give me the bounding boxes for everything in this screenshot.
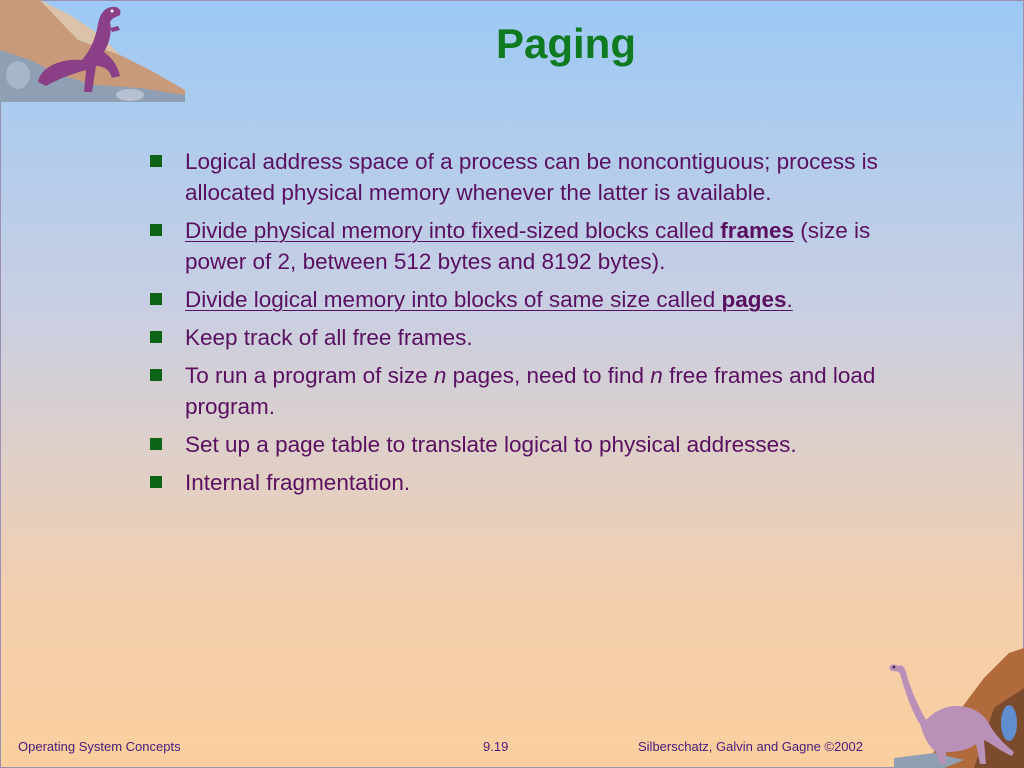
bullet-square-icon bbox=[150, 331, 162, 343]
footer-course-title: Operating System Concepts bbox=[18, 739, 181, 754]
bullet-item: To run a program of size n pages, need to find n free frames and load program. bbox=[148, 360, 908, 422]
bullet-item: Keep track of all free frames. bbox=[148, 322, 908, 353]
bullet-square-icon bbox=[150, 155, 162, 167]
footer-authors: Silberschatz, Galvin and Gagne ©2002 bbox=[638, 739, 863, 754]
bullet-square-icon bbox=[150, 224, 162, 236]
slide-title: Paging bbox=[495, 20, 636, 67]
bullet-square-icon bbox=[150, 476, 162, 488]
frames-link[interactable]: Divide physical memory into fixed-sized blocks called frames bbox=[185, 218, 795, 243]
bullet-square-icon bbox=[150, 293, 162, 305]
bullet-square-icon bbox=[150, 438, 162, 450]
bullet-item: Internal fragmentation. bbox=[148, 467, 908, 498]
footer-slide-number: 9.19 bbox=[483, 739, 509, 754]
bullet-item: Set up a page table to translate logical to physical addresses. bbox=[148, 429, 908, 460]
brontosaurus-bottom-right-icon bbox=[884, 648, 1024, 768]
bullet-list bbox=[148, 146, 908, 505]
bullet-item-frames: Divide physical memory into fixed-sized blocks called frames (size is power of 2, between 512 bytes and 8192 bytes). bbox=[148, 215, 908, 277]
bullet-item: Logical address space of a process can be noncontiguous; process is allocated physical memory whenever the latter is available. bbox=[148, 146, 908, 208]
bullet-square-icon bbox=[150, 369, 162, 381]
bullet-item-pages bbox=[148, 284, 908, 315]
pages-link[interactable]: Divide logical memory into blocks of same size called pages. bbox=[185, 287, 793, 312]
